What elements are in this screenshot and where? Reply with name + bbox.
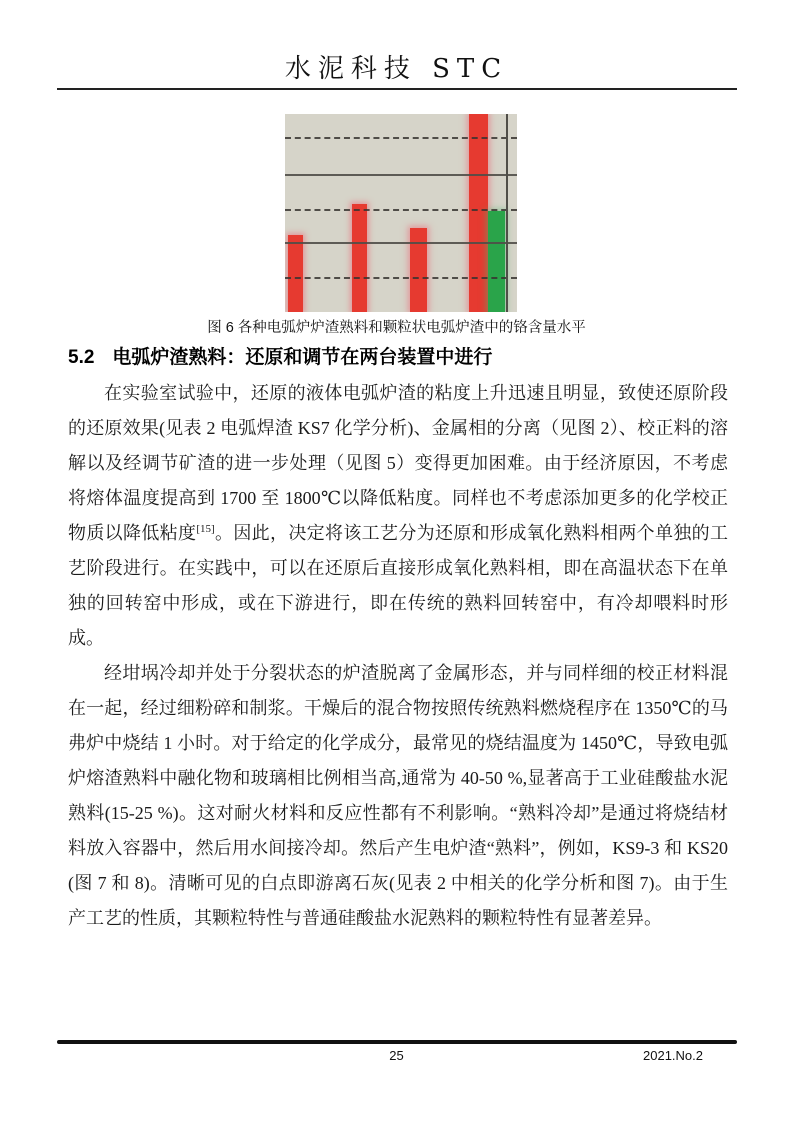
section-heading — [68, 342, 727, 369]
figure-6-chart-image — [285, 114, 517, 312]
body-text — [68, 376, 728, 936]
chart-gridline — [285, 277, 517, 279]
chart-bar — [488, 211, 505, 312]
paragraph-1 — [68, 376, 728, 656]
chart-vertical-axis-line — [506, 114, 508, 312]
chart-bar — [469, 114, 488, 312]
journal-title: 水泥科技 STC — [284, 54, 509, 84]
chart-gridline — [285, 137, 517, 139]
chart-gridline — [285, 209, 517, 211]
figure-6-caption: 图 6 各种电弧炉炉渣熟料和颗粒状电弧炉渣中的铬含量水平 — [207, 320, 586, 336]
citation-15: [15] — [196, 523, 215, 535]
chart-bar — [352, 204, 367, 312]
paragraph-1-text-continued: 。因此，决定将该工艺分为还原和形成氧化熟料相两个单独的工艺阶段进行。在实践中，可以在还原后直接形成氧化熟料相，即在高温状态下在单独的回转窑中形成，或在下游进行，即在传统的熟料回转窑中，有冷却喂料时形成。 — [68, 523, 729, 648]
footer-rule — [57, 1040, 737, 1044]
section-number: 5.2 — [68, 347, 95, 368]
chart-bar — [410, 228, 427, 312]
chart-gridline — [285, 174, 517, 176]
section-title: 电弧炉渣熟料：还原和调节在两台装置中进行 — [112, 347, 493, 368]
header-rule — [57, 88, 737, 90]
paragraph-2: 经坩埚冷却并处于分裂状态的炉渣脱离了金属形态，并与同样细的校正材料混在一起，经过细粉碎和制浆。干燥后的混合物按照传统熟料燃烧程序在 1350℃的马弗炉中烧结 1 小时。对于给定的化学成分，最常见的烧结温度为 1450℃，导致电弧炉熔渣熟料中融化物和玻璃相比例相当高,通常为 40-50 %,显著高于工业硅酸盐水泥熟料(15-25 %)。这对耐火材料和反应性都有不利影响。“熟料冷却”是通过将烧结材料放入容器中，然后用水间接冷却。然后产生电炉渣“熟料”，例如，KS9-3 和 KS20 (图 7 和 8)。清晰可见的白点即游离石灰(见表 2 中相关的化学分析和图 7)。由于生产工艺的性质，其颗粒特性与普通硅酸盐水泥熟料的颗粒特性有显著差异。 — [68, 663, 728, 928]
chart-bar — [288, 235, 303, 312]
footer-issue-label: 2021.No.2 — [643, 1048, 703, 1063]
chart-gridline — [285, 242, 517, 244]
paragraph-1-text: 在实验室试验中，还原的液体电弧炉渣的粘度上升迅速且明显，致使还原阶段的还原效果(见表 2 电弧焊渣 KS7 化学分析)、金属相的分离（见图 2）、校正料的溶解以及经调节矿渣的进一步处理（见图 5）变得更加困难。由于经济原因，不考虑将熔体温度提高到 1700 至 1800℃以降低粘度。同样也不考虑添加更多的化学校正物质以降低粘度 — [68, 383, 728, 543]
footer-page-number: 25 — [389, 1048, 404, 1063]
